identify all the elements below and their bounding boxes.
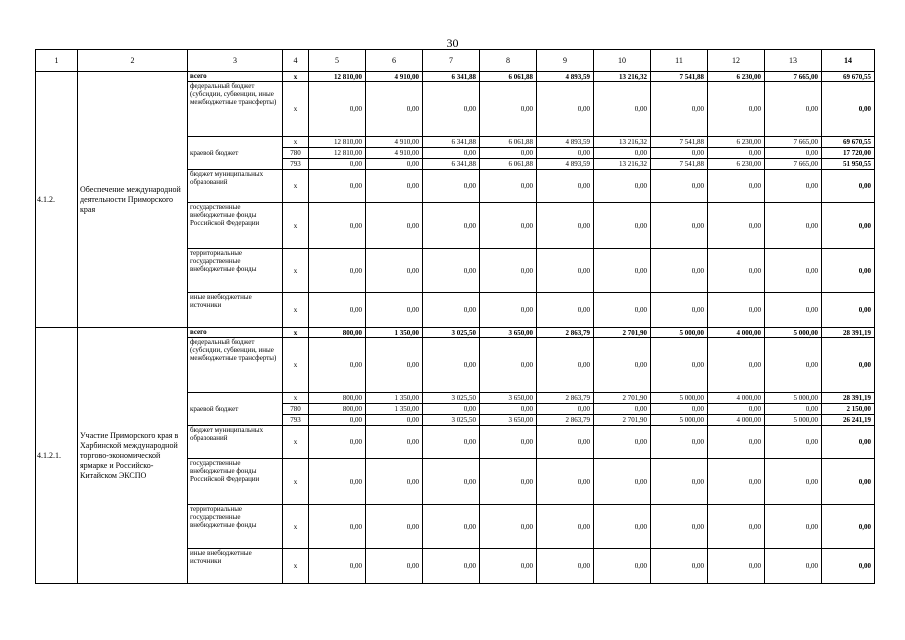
year-value: 0,00: [594, 148, 651, 159]
year-value: 3 025,50: [423, 393, 480, 404]
year-value: 0,00: [423, 82, 480, 137]
year-value: 6 341,88: [423, 72, 480, 82]
year-value: 0,00: [708, 404, 765, 415]
header-cell: 10: [594, 50, 651, 72]
year-value: 0,00: [309, 293, 366, 328]
year-value: 7 541,88: [651, 137, 708, 148]
year-value: 0,00: [366, 249, 423, 293]
year-value: 0,00: [708, 82, 765, 137]
header-cell: 2: [78, 50, 188, 72]
kbk-code: х: [283, 505, 309, 549]
year-value: 0,00: [537, 293, 594, 328]
year-value: 0,00: [651, 404, 708, 415]
year-value: 0,00: [480, 293, 537, 328]
kbk-code: х: [283, 82, 309, 137]
year-value: 0,00: [480, 459, 537, 505]
year-value: 0,00: [708, 338, 765, 393]
kbk-code: 793: [283, 415, 309, 426]
year-value: 0,00: [651, 148, 708, 159]
source-label: территориальные государственные внебюджетные фонды: [188, 249, 283, 293]
header-cell: 11: [651, 50, 708, 72]
year-value: 0,00: [651, 82, 708, 137]
total-value: 69 670,55: [822, 72, 875, 82]
year-value: 0,00: [594, 505, 651, 549]
year-value: 0,00: [651, 249, 708, 293]
source-label: государственные внебюджетные фонды Российской Федерации: [188, 459, 283, 505]
year-value: 800,00: [309, 328, 366, 338]
year-value: 0,00: [309, 459, 366, 505]
year-value: 4 910,00: [366, 137, 423, 148]
source-label: всего: [188, 72, 283, 82]
header-cell: 5: [309, 50, 366, 72]
year-value: 0,00: [366, 293, 423, 328]
header-cell: 1: [36, 50, 78, 72]
year-value: 7 541,88: [651, 72, 708, 82]
year-value: 0,00: [480, 203, 537, 249]
year-value: 0,00: [765, 148, 822, 159]
year-value: 4 000,00: [708, 415, 765, 426]
year-value: 4 000,00: [708, 328, 765, 338]
year-value: 0,00: [537, 404, 594, 415]
year-value: 0,00: [366, 459, 423, 505]
year-value: 0,00: [651, 549, 708, 584]
total-value: 2 150,00: [822, 404, 875, 415]
header-cell: 8: [480, 50, 537, 72]
year-value: 800,00: [309, 404, 366, 415]
year-value: 0,00: [480, 404, 537, 415]
kbk-code: 793: [283, 159, 309, 170]
year-value: 2 701,90: [594, 393, 651, 404]
year-value: 0,00: [480, 505, 537, 549]
year-value: 0,00: [366, 505, 423, 549]
year-value: 5 000,00: [651, 328, 708, 338]
total-value: 0,00: [822, 459, 875, 505]
year-value: 0,00: [366, 203, 423, 249]
total-value: 0,00: [822, 549, 875, 584]
year-value: 4 910,00: [366, 72, 423, 82]
year-value: 0,00: [594, 82, 651, 137]
year-value: 0,00: [309, 549, 366, 584]
year-value: 5 000,00: [765, 415, 822, 426]
year-value: 0,00: [708, 459, 765, 505]
header-cell: 6: [366, 50, 423, 72]
total-value: 0,00: [822, 82, 875, 137]
year-value: 800,00: [309, 393, 366, 404]
year-value: 0,00: [423, 426, 480, 459]
year-value: 0,00: [651, 505, 708, 549]
year-value: 0,00: [309, 170, 366, 203]
header-cell: 12: [708, 50, 765, 72]
year-value: 0,00: [708, 249, 765, 293]
kbk-code: х: [283, 459, 309, 505]
source-label: федеральный бюджет (субсидии, субвенции, иные межбюджетные трансферты): [188, 338, 283, 393]
year-value: 0,00: [594, 426, 651, 459]
total-value: 0,00: [822, 505, 875, 549]
table-row: [36, 72, 875, 82]
year-value: 0,00: [423, 459, 480, 505]
year-value: 3 025,50: [423, 328, 480, 338]
total-value: 26 241,19: [822, 415, 875, 426]
year-value: 0,00: [708, 549, 765, 584]
year-value: 7 541,88: [651, 159, 708, 170]
year-value: 2 863,79: [537, 328, 594, 338]
total-value: 0,00: [822, 249, 875, 293]
year-value: 0,00: [423, 293, 480, 328]
year-value: 0,00: [309, 82, 366, 137]
year-value: 0,00: [594, 459, 651, 505]
year-value: 0,00: [765, 82, 822, 137]
year-value: 0,00: [309, 426, 366, 459]
year-value: 0,00: [765, 249, 822, 293]
activity-name: Участие Приморского края в Харбинской международной торгово-экономической ярмарке и Российско-Китайском ЭКСПО: [78, 328, 188, 584]
source-label: государственные внебюджетные фонды Российской Федерации: [188, 203, 283, 249]
year-value: 6 230,00: [708, 72, 765, 82]
kbk-code: х: [283, 293, 309, 328]
year-value: 0,00: [594, 203, 651, 249]
year-value: 0,00: [594, 338, 651, 393]
year-value: 13 216,32: [594, 159, 651, 170]
source-label: всего: [188, 328, 283, 338]
year-value: 5 000,00: [765, 328, 822, 338]
year-value: 4 893,59: [537, 72, 594, 82]
source-label: краевой бюджет: [188, 393, 283, 426]
source-label: иные внебюджетные источники: [188, 293, 283, 328]
header-cell: 14: [822, 50, 875, 72]
year-value: 0,00: [708, 293, 765, 328]
source-label: краевой бюджет: [188, 137, 283, 170]
year-value: 0,00: [537, 203, 594, 249]
kbk-code: х: [283, 426, 309, 459]
total-value: 0,00: [822, 203, 875, 249]
year-value: 0,00: [366, 338, 423, 393]
year-value: 0,00: [537, 459, 594, 505]
year-value: 0,00: [309, 203, 366, 249]
year-value: 1 350,00: [366, 393, 423, 404]
year-value: 0,00: [594, 293, 651, 328]
year-value: 6 341,88: [423, 137, 480, 148]
table-row: [36, 328, 875, 338]
year-value: 0,00: [309, 159, 366, 170]
header-cell: 7: [423, 50, 480, 72]
year-value: 0,00: [366, 549, 423, 584]
kbk-code: х: [283, 249, 309, 293]
year-value: 4 910,00: [366, 148, 423, 159]
year-value: 6 061,88: [480, 159, 537, 170]
year-value: 4 893,59: [537, 137, 594, 148]
budget-table: [35, 49, 875, 584]
year-value: 0,00: [765, 338, 822, 393]
total-value: 0,00: [822, 170, 875, 203]
kbk-code: х: [283, 72, 309, 82]
year-value: 0,00: [366, 82, 423, 137]
year-value: 2 701,90: [594, 328, 651, 338]
year-value: 0,00: [594, 170, 651, 203]
kbk-code: х: [283, 328, 309, 338]
year-value: 0,00: [594, 249, 651, 293]
year-value: 6 061,88: [480, 137, 537, 148]
page-number: 30: [446, 36, 459, 50]
year-value: 0,00: [537, 426, 594, 459]
year-value: 0,00: [537, 148, 594, 159]
kbk-code: 780: [283, 148, 309, 159]
total-value: 28 391,19: [822, 393, 875, 404]
activity-code: 4.1.2.: [36, 72, 78, 328]
year-value: 0,00: [480, 170, 537, 203]
year-value: 0,00: [651, 293, 708, 328]
year-value: 0,00: [765, 404, 822, 415]
header-row: [36, 50, 875, 72]
year-value: 0,00: [537, 170, 594, 203]
total-value: 0,00: [822, 338, 875, 393]
year-value: 0,00: [537, 249, 594, 293]
year-value: 0,00: [708, 505, 765, 549]
year-value: 0,00: [537, 338, 594, 393]
year-value: 0,00: [594, 549, 651, 584]
year-value: 0,00: [480, 426, 537, 459]
year-value: 0,00: [537, 549, 594, 584]
year-value: 0,00: [651, 459, 708, 505]
year-value: 7 665,00: [765, 159, 822, 170]
year-value: 0,00: [651, 426, 708, 459]
year-value: 0,00: [708, 203, 765, 249]
source-label: территориальные государственные внебюджетные фонды: [188, 505, 283, 549]
year-value: 6 061,88: [480, 72, 537, 82]
year-value: 0,00: [765, 170, 822, 203]
source-label: бюджет муниципальных образований: [188, 426, 283, 459]
source-label: федеральный бюджет (субсидии, субвенции, иные межбюджетные трансферты): [188, 82, 283, 137]
source-label: бюджет муниципальных образований: [188, 170, 283, 203]
kbk-code: х: [283, 203, 309, 249]
year-value: 0,00: [423, 505, 480, 549]
year-value: 0,00: [423, 338, 480, 393]
year-value: 13 216,32: [594, 72, 651, 82]
year-value: 0,00: [423, 404, 480, 415]
header-cell: 9: [537, 50, 594, 72]
year-value: 4 000,00: [708, 393, 765, 404]
year-value: 1 350,00: [366, 328, 423, 338]
year-value: 13 216,32: [594, 137, 651, 148]
kbk-code: х: [283, 549, 309, 584]
year-value: 0,00: [480, 549, 537, 584]
year-value: 0,00: [708, 170, 765, 203]
year-value: 0,00: [480, 148, 537, 159]
year-value: 0,00: [423, 148, 480, 159]
year-value: 0,00: [366, 426, 423, 459]
year-value: 0,00: [480, 249, 537, 293]
source-label: иные внебюджетные источники: [188, 549, 283, 584]
year-value: 12 810,00: [309, 137, 366, 148]
header-cell: 4: [283, 50, 309, 72]
year-value: 0,00: [366, 170, 423, 203]
total-value: 51 950,55: [822, 159, 875, 170]
year-value: 0,00: [309, 415, 366, 426]
activity-name: Обеспечение международной деятельности Приморского края: [78, 72, 188, 328]
year-value: 3 650,00: [480, 393, 537, 404]
kbk-code: х: [283, 137, 309, 148]
year-value: 4 893,59: [537, 159, 594, 170]
year-value: 0,00: [651, 338, 708, 393]
year-value: 12 810,00: [309, 72, 366, 82]
year-value: 0,00: [423, 170, 480, 203]
year-value: 3 025,50: [423, 415, 480, 426]
year-value: 0,00: [765, 459, 822, 505]
total-value: 28 391,19: [822, 328, 875, 338]
total-value: 17 720,00: [822, 148, 875, 159]
year-value: 5 000,00: [765, 393, 822, 404]
year-value: 0,00: [366, 415, 423, 426]
header-cell: 3: [188, 50, 283, 72]
year-value: 3 650,00: [480, 415, 537, 426]
year-value: 0,00: [651, 203, 708, 249]
year-value: 6 341,88: [423, 159, 480, 170]
kbk-code: х: [283, 170, 309, 203]
year-value: 0,00: [309, 505, 366, 549]
header-cell: 13: [765, 50, 822, 72]
year-value: 1 350,00: [366, 404, 423, 415]
year-value: 2 863,79: [537, 415, 594, 426]
year-value: 0,00: [423, 203, 480, 249]
year-value: 0,00: [651, 170, 708, 203]
year-value: 0,00: [366, 159, 423, 170]
year-value: 0,00: [765, 203, 822, 249]
year-value: 5 000,00: [651, 393, 708, 404]
activity-code: 4.1.2.1.: [36, 328, 78, 584]
year-value: 0,00: [708, 148, 765, 159]
year-value: 0,00: [480, 338, 537, 393]
kbk-code: 780: [283, 404, 309, 415]
year-value: 0,00: [537, 505, 594, 549]
year-value: 0,00: [708, 426, 765, 459]
year-value: 0,00: [765, 426, 822, 459]
year-value: 2 863,79: [537, 393, 594, 404]
year-value: 6 230,00: [708, 137, 765, 148]
year-value: 7 665,00: [765, 137, 822, 148]
year-value: 0,00: [765, 505, 822, 549]
total-value: 0,00: [822, 426, 875, 459]
year-value: 5 000,00: [651, 415, 708, 426]
year-value: 0,00: [423, 549, 480, 584]
year-value: 7 665,00: [765, 72, 822, 82]
year-value: 2 701,90: [594, 415, 651, 426]
year-value: 3 650,00: [480, 328, 537, 338]
year-value: 0,00: [309, 338, 366, 393]
year-value: 0,00: [765, 549, 822, 584]
year-value: 0,00: [480, 82, 537, 137]
year-value: 0,00: [537, 82, 594, 137]
year-value: 0,00: [765, 293, 822, 328]
kbk-code: х: [283, 338, 309, 393]
year-value: 0,00: [423, 249, 480, 293]
year-value: 12 810,00: [309, 148, 366, 159]
year-value: 0,00: [309, 249, 366, 293]
kbk-code: х: [283, 393, 309, 404]
year-value: 0,00: [594, 404, 651, 415]
total-value: 0,00: [822, 293, 875, 328]
year-value: 6 230,00: [708, 159, 765, 170]
total-value: 69 670,55: [822, 137, 875, 148]
